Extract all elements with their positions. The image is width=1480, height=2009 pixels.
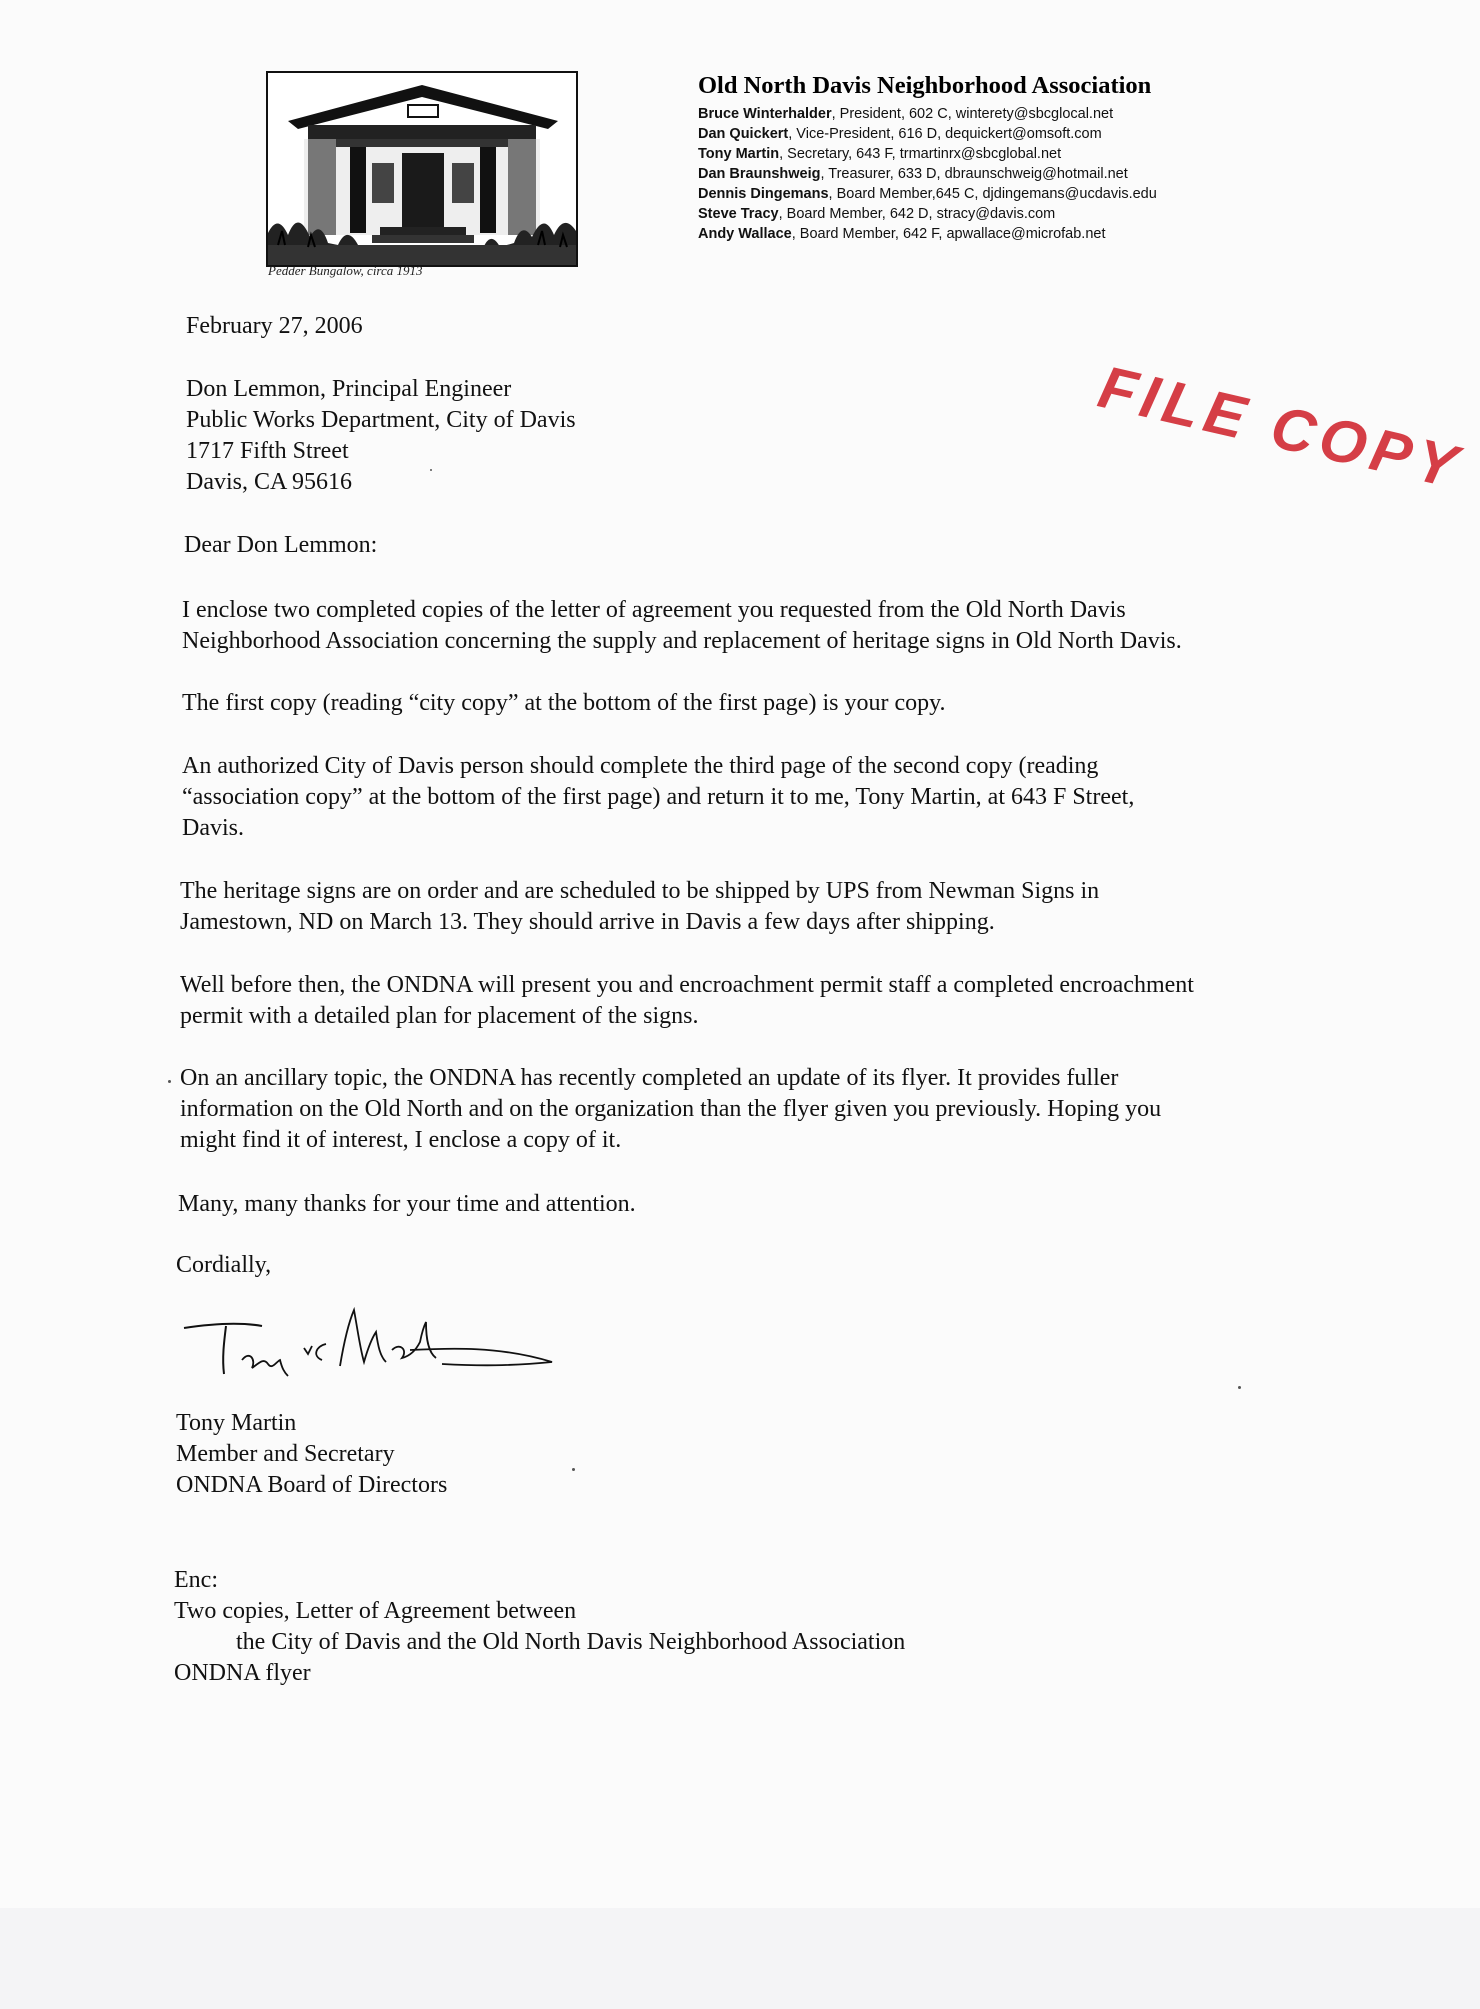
bungalow-logo-image (266, 71, 578, 267)
board-member-name: Andy Wallace (698, 226, 792, 242)
paragraph-line: Well before then, the ONDNA will present you and encroachment permit staff a completed encroachment (180, 972, 1194, 998)
paragraph-line: information on the Old North and on the organization than the flyer given you previously. Hoping you (180, 1096, 1162, 1122)
paragraph-line: I enclose two completed copies of the letter of agreement you requested from the Old North Davis (182, 597, 1126, 623)
body-paragraph (180, 876, 1340, 938)
organization-name: Old North Davis Neighborhood Association (698, 72, 1152, 99)
board-member-entry (698, 164, 1398, 184)
letterhead (698, 72, 1398, 244)
body-paragraph (182, 751, 1342, 844)
file-copy-stamp: FILE COPY (1092, 352, 1469, 502)
enclosure-item: ONDNA flyer (174, 1660, 311, 1686)
paragraph-line: Jamestown, ND on March 13. They should arrive in Davis a few days after shipping. (180, 909, 995, 935)
body-paragraph (180, 970, 1340, 1032)
paragraph-line: Neighborhood Association concerning the supply and replacement of heritage signs in Old North Davis. (182, 628, 1182, 654)
signer-board: ONDNA Board of Directors (176, 1472, 448, 1498)
board-member-name: Bruce Winterhalder (698, 106, 832, 122)
recipient-line: Davis, CA 95616 (186, 469, 353, 495)
board-member-details: , Treasurer, 633 D, dbraunschweig@hotmail.net (820, 166, 1128, 182)
board-member-entry (698, 104, 1398, 124)
scan-bottom-margin (0, 1908, 1480, 2009)
closing: Cordially, (176, 1252, 272, 1278)
board-member-name: Dan Quickert (698, 126, 789, 142)
enclosure-label: Enc: (174, 1567, 218, 1593)
paragraph-line: The heritage signs are on order and are scheduled to be shipped by UPS from Newman Signs in (180, 878, 1100, 904)
paragraph-line: “association copy” at the bottom of the first page) and return it to me, Tony Martin, at 643 F Street, (182, 784, 1135, 810)
board-member-name: Dennis Dingemans (698, 186, 829, 202)
board-member-name: Tony Martin (698, 146, 780, 162)
body-paragraph (182, 595, 1342, 657)
board-member-list (698, 104, 1398, 244)
board-member-entry (698, 124, 1398, 144)
paragraph-line: might find it of interest, I enclose a copy of it. (180, 1127, 622, 1153)
recipient-line: 1717 Fifth Street (186, 438, 349, 464)
board-member-entry (698, 224, 1398, 244)
scan-speck (572, 1468, 575, 1471)
signer-name: Tony Martin (176, 1410, 297, 1436)
bungalow-illustration (268, 73, 576, 265)
letter-date: February 27, 2006 (186, 313, 363, 339)
board-member-details: , Secretary, 643 F, trmartinrx@sbcglobal.net (779, 146, 1062, 162)
signer-block (176, 1408, 1336, 1501)
body-paragraph (182, 688, 1342, 719)
board-member-details: , Board Member, 642 F, apwallace@microfab.net (791, 226, 1106, 242)
board-member-entry (698, 204, 1398, 224)
signature-drawing (180, 1302, 580, 1392)
recipient-line: Public Works Department, City of Davis (186, 407, 576, 433)
scan-speck (430, 469, 432, 471)
board-member-entry (698, 184, 1398, 204)
paragraph-line: Davis. (182, 815, 244, 841)
enclosure-item: Two copies, Letter of Agreement between (174, 1598, 577, 1624)
paragraph-line: On an ancillary topic, the ONDNA has recently completed an update of its flyer. It provides fuller (180, 1065, 1119, 1091)
recipient-address (186, 374, 1346, 498)
enclosure-item-continued: the City of Davis and the Old North Davis Neighborhood Association (236, 1629, 906, 1655)
salutation: Dear Don Lemmon: (184, 532, 378, 558)
scan-speck (1238, 1386, 1241, 1389)
board-member-details: , President, 602 C, winterety@sbcglocal.net (831, 106, 1114, 122)
board-member-details: , Board Member,645 C, djdingemans@ucdavis.edu (828, 186, 1157, 202)
handwritten-signature (180, 1302, 580, 1392)
recipient-line: Don Lemmon, Principal Engineer (186, 376, 512, 402)
paragraph-line: permit with a detailed plan for placement of the signs. (180, 1003, 699, 1029)
board-member-name: Dan Braunshweig (698, 166, 821, 182)
scan-speck (168, 1080, 171, 1083)
body-paragraph (180, 1063, 1340, 1156)
logo-caption: Pedder Bungalow, circa 1913 (268, 263, 423, 278)
enclosures-block (174, 1565, 1334, 1689)
board-member-entry (698, 144, 1398, 164)
paragraph-line: An authorized City of Davis person should complete the third page of the second copy (reading (182, 753, 1099, 779)
signer-title: Member and Secretary (176, 1441, 395, 1467)
board-member-name: Steve Tracy (698, 206, 779, 222)
paragraph-line: The first copy (reading “city copy” at the bottom of the first page) is your copy. (182, 690, 946, 716)
board-member-details: , Board Member, 642 D, stracy@davis.com (778, 206, 1056, 222)
board-member-details: , Vice-President, 616 D, dequickert@omsoft.com (788, 126, 1102, 142)
body-paragraph (178, 1189, 1338, 1220)
paragraph-line: Many, many thanks for your time and attention. (178, 1191, 636, 1217)
